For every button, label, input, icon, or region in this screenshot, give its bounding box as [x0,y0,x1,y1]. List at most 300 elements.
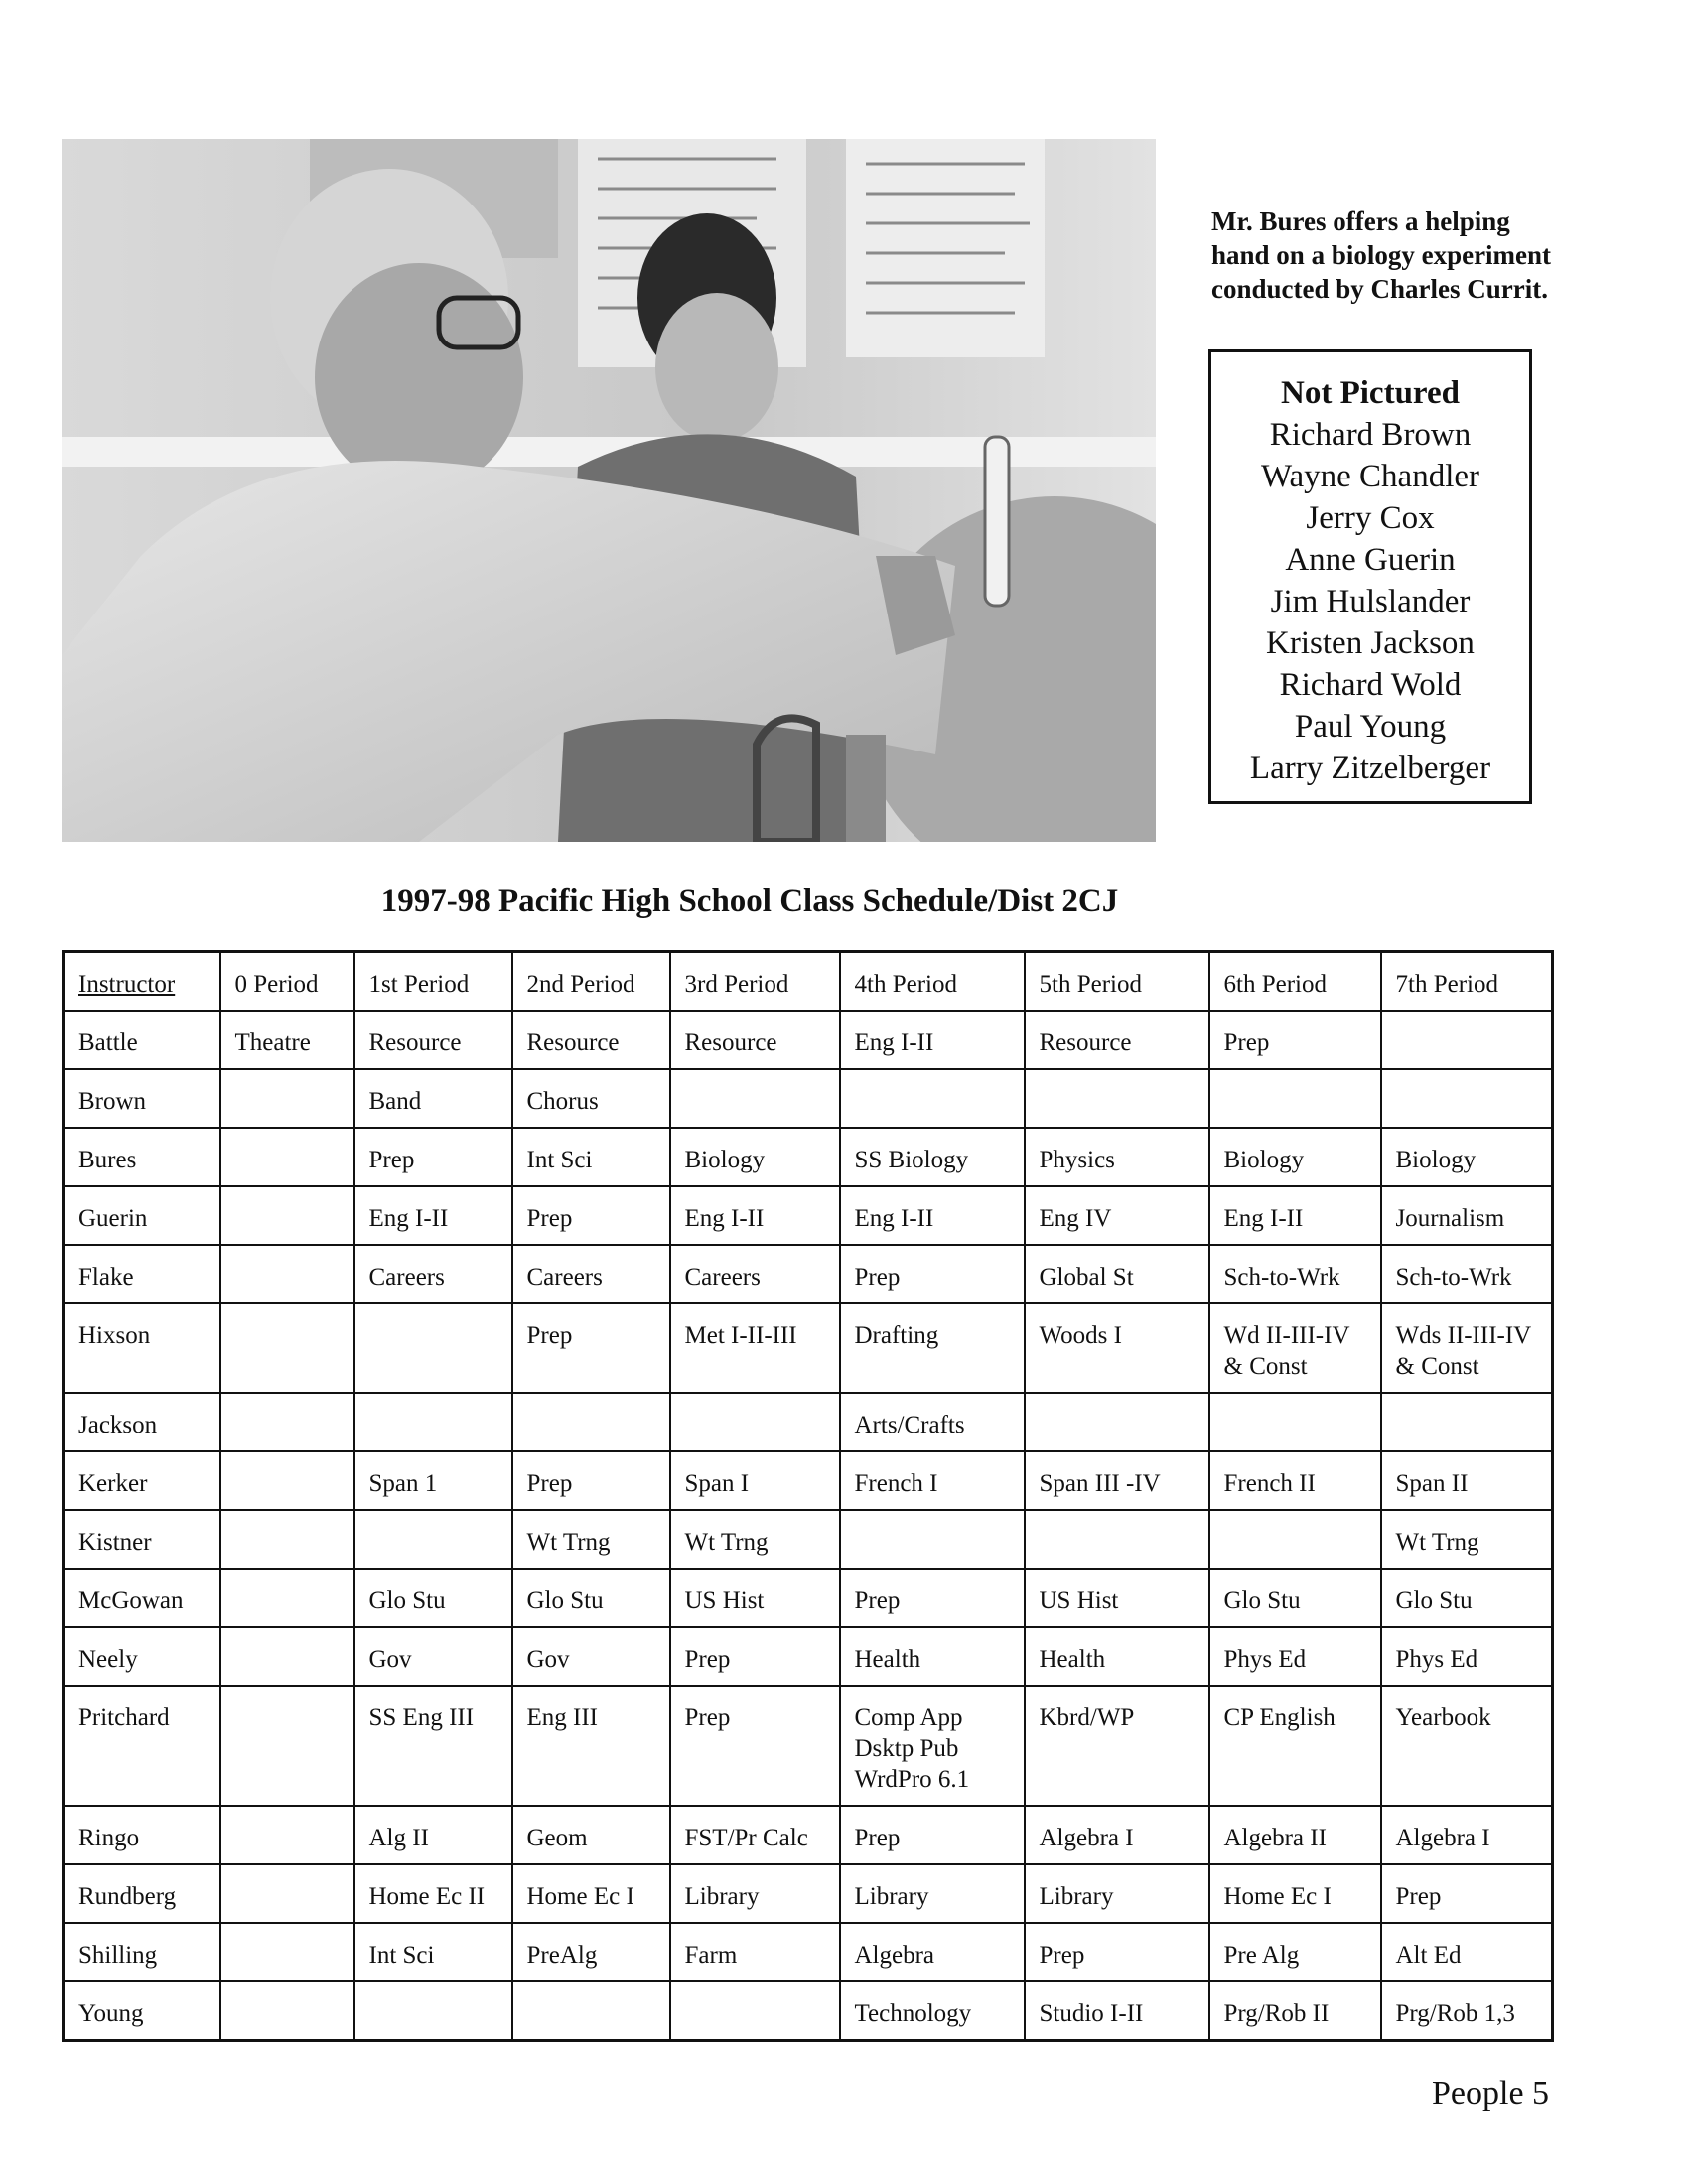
cell-text: Health [1039,1646,1106,1673]
not-pictured-name: Paul Young [1294,709,1447,745]
period-cell [840,1686,1025,1806]
cell-text: Library [684,1883,760,1910]
table-row [64,1806,1553,1864]
cell-text: Prep [526,1470,573,1497]
period-cell [670,1069,840,1128]
cell-text: Int Sci [526,1147,593,1173]
cell-text: Comp App [854,1705,963,1731]
column-header: Instructor [64,952,220,1012]
period-cell [1209,1011,1381,1069]
period-cell [670,1303,840,1393]
cell-text: Gov [526,1646,570,1673]
period-cell [1025,1393,1209,1451]
cell-text: Algebra II [1223,1825,1327,1851]
period-cell [1025,1128,1209,1186]
table-row [64,1510,1553,1569]
period-cell [220,1864,354,1923]
period-cell [1381,1451,1553,1510]
cell-text: Dsktp Pub [854,1735,959,1762]
page-number: People 5 [1432,2075,1550,2112]
period-cell [1025,1069,1209,1128]
cell-text: Resource [526,1029,620,1056]
period-cell [1209,1569,1381,1627]
not-pictured-name: Jim Hulslander [1270,584,1471,619]
cell-text: Prep [854,1264,901,1291]
not-pictured-name: Jerry Cox [1306,500,1435,536]
cell-text: Biology [1223,1147,1305,1173]
period-cell [1209,1303,1381,1393]
period-cell [1209,1245,1381,1303]
period-cell [1209,1393,1381,1451]
cell-text: Alg II [368,1825,429,1851]
period-cell [1381,1806,1553,1864]
cell-text: Brown [78,1088,147,1115]
period-cell [1209,1981,1381,2041]
cell-text: Alt Ed [1395,1942,1462,1969]
period-cell [220,1128,354,1186]
period-cell [220,1627,354,1686]
table-row [64,1393,1553,1451]
cell-text: Ringo [78,1825,140,1851]
cell-text: FST/Pr Calc [684,1825,808,1851]
cell-text: Prep [854,1587,901,1614]
cell-text: Prep [368,1147,415,1173]
period-cell [512,1686,670,1806]
period-cell [670,1806,840,1864]
column-header: 7th Period [1381,952,1553,1012]
period-cell [1209,1627,1381,1686]
table-row [64,1686,1553,1806]
period-cell [1381,1069,1553,1128]
cell-text: Eng IV [1039,1205,1112,1232]
cell-text: Prg/Rob II [1223,2000,1330,2027]
instructor-cell [64,1569,220,1627]
period-cell [512,1510,670,1569]
cell-text: Phys Ed [1223,1646,1307,1673]
cell-text: French II [1223,1470,1316,1497]
period-cell [1209,1864,1381,1923]
cell-text: Algebra [854,1942,935,1969]
not-pictured-name: Anne Guerin [1285,542,1456,578]
column-header: 1st Period [354,952,512,1012]
column-header: 6th Period [1209,952,1381,1012]
period-cell [1209,1686,1381,1806]
cell-text: Span I [684,1470,750,1497]
not-pictured-box [1208,349,1532,804]
cell-text: PreAlg [526,1942,598,1969]
cell-text: Young [78,2000,144,2027]
cell-text: Wd II-III-IV [1223,1322,1350,1349]
cell-text: Flake [78,1264,134,1291]
table-header-row [64,952,1553,1012]
cell-text: Eng I-II [684,1205,765,1232]
period-cell [220,1069,354,1128]
period-cell [840,1451,1025,1510]
cell-text: US Hist [684,1587,765,1614]
period-cell [1025,1569,1209,1627]
period-cell [670,1245,840,1303]
instructor-cell [64,1186,220,1245]
cell-text: Algebra I [1395,1825,1490,1851]
cell-text: Kbrd/WP [1039,1705,1135,1731]
cell-text: Shilling [78,1942,158,1969]
cell-text: Prep [1223,1029,1270,1056]
period-cell [840,1069,1025,1128]
period-cell [220,1686,354,1806]
cell-text: Global St [1039,1264,1134,1291]
cell-text: Prep [854,1825,901,1851]
cell-text: Jackson [78,1412,158,1438]
period-cell [220,1245,354,1303]
period-cell [840,1923,1025,1981]
cell-text: Prep [1039,1942,1085,1969]
period-cell [354,1245,512,1303]
period-cell [220,1393,354,1451]
cell-text: Sch-to-Wrk [1223,1264,1340,1291]
cell-text: SS Eng III [368,1705,475,1731]
period-cell [354,1686,512,1806]
period-cell [1381,1864,1553,1923]
instructor-cell [64,1864,220,1923]
table-row [64,1569,1553,1627]
period-cell [512,1451,670,1510]
cell-text: Kerker [78,1470,148,1497]
cell-text: Careers [368,1264,445,1291]
cell-text: US Hist [1039,1587,1119,1614]
instructor-cell [64,1128,220,1186]
period-cell [670,1627,840,1686]
cell-text: Careers [526,1264,603,1291]
cell-text: Home Ec I [1223,1883,1332,1910]
cell-text: Guerin [78,1205,148,1232]
cell-text: Biology [684,1147,766,1173]
not-pictured-name: Larry Zitzelberger [1249,751,1491,786]
table-row [64,1864,1553,1923]
cell-text: Geom [526,1825,588,1851]
cell-text: Kistner [78,1529,152,1556]
instructor-cell [64,1303,220,1393]
table-row [64,1069,1553,1128]
period-cell [840,1245,1025,1303]
period-cell [220,1186,354,1245]
photo-caption: Mr. Bures offers a helping hand on a biology experiment conducted by Charles Currit. [1211,206,1552,304]
period-cell [1025,1245,1209,1303]
period-cell [220,1303,354,1393]
table-row [64,1981,1553,2041]
period-cell [1381,1128,1553,1186]
not-pictured-name: Richard Brown [1269,417,1472,453]
period-cell [220,1510,354,1569]
cell-text: Resource [1039,1029,1132,1056]
period-cell [670,1011,840,1069]
period-cell [354,1806,512,1864]
cell-text: Eng I-II [1223,1205,1304,1232]
cell-text: Neely [78,1646,138,1673]
not-pictured-title: Not Pictured [1281,375,1460,411]
period-cell [354,1510,512,1569]
period-cell [220,1806,354,1864]
cell-text: Int Sci [368,1942,435,1969]
table-row [64,1011,1553,1069]
class-schedule-table [62,950,1554,2042]
cell-text: Algebra I [1039,1825,1134,1851]
cell-text: Rundberg [78,1883,177,1910]
cell-text: Glo Stu [526,1587,604,1614]
cell-text: Span III -IV [1039,1470,1161,1497]
cell-text: Prep [526,1322,573,1349]
cell-text: Arts/Crafts [854,1412,965,1438]
period-cell [1025,1864,1209,1923]
period-cell [512,1981,670,2041]
instructor-cell [64,1510,220,1569]
not-pictured-name: Richard Wold [1279,667,1462,703]
period-cell [1381,1393,1553,1451]
period-cell [354,1864,512,1923]
period-cell [512,1245,670,1303]
instructor-cell [64,1393,220,1451]
period-cell [1381,1303,1553,1393]
instructor-cell [64,1245,220,1303]
instructor-cell [64,1451,220,1510]
cell-text: Band [368,1088,422,1115]
period-cell [1209,1451,1381,1510]
period-cell [1209,1069,1381,1128]
photo-illustration [62,139,1156,842]
cell-text: Glo Stu [368,1587,446,1614]
period-cell [840,1186,1025,1245]
period-cell [1025,1510,1209,1569]
period-cell [670,1510,840,1569]
cell-text: Resource [684,1029,777,1056]
period-cell [1381,1981,1553,2041]
period-cell [1209,1510,1381,1569]
period-cell [670,1923,840,1981]
period-cell [220,1011,354,1069]
cell-text: Span 1 [368,1470,438,1497]
cell-text: Careers [684,1264,761,1291]
cell-text: Eng I-II [854,1205,934,1232]
cell-text: CP English [1223,1705,1336,1731]
table-row [64,1303,1553,1393]
period-cell [670,1451,840,1510]
period-cell [354,1303,512,1393]
period-cell [512,1627,670,1686]
instructor-cell [64,1011,220,1069]
period-cell [670,1393,840,1451]
table-row [64,1451,1553,1510]
schedule-body [64,1011,1553,2041]
period-cell [1025,1011,1209,1069]
period-cell [354,1011,512,1069]
cell-text: Home Ec II [368,1883,486,1910]
period-cell [670,1864,840,1923]
period-cell [512,1806,670,1864]
period-cell [220,1981,354,2041]
period-cell [670,1128,840,1186]
period-cell [840,1627,1025,1686]
period-cell [670,1686,840,1806]
cell-text: Prep [1395,1883,1442,1910]
cell-text: Wds II-III-IV [1395,1322,1532,1349]
period-cell [354,1981,512,2041]
period-cell [1209,1128,1381,1186]
period-cell [220,1569,354,1627]
cell-text: Library [854,1883,929,1910]
period-cell [1381,1245,1553,1303]
column-header: 0 Period [220,952,354,1012]
cell-text: Journalism [1395,1205,1505,1232]
period-cell [512,1923,670,1981]
cell-text: Prep [684,1705,731,1731]
period-cell [1025,1923,1209,1981]
cell-text: Farm [684,1942,738,1969]
instructor-cell [64,1806,220,1864]
cell-text: & Const [1223,1353,1308,1380]
cell-text: Prep [526,1205,573,1232]
cell-text: Sch-to-Wrk [1395,1264,1512,1291]
period-cell [220,1923,354,1981]
period-cell [1209,1806,1381,1864]
cell-text: & Const [1395,1353,1479,1380]
instructor-cell [64,1686,220,1806]
period-cell [840,1806,1025,1864]
cell-text: Yearbook [1395,1705,1491,1731]
period-cell [840,1303,1025,1393]
period-cell [1209,1186,1381,1245]
period-cell [1381,1923,1553,1981]
table-row [64,1128,1553,1186]
cell-text: Met I-II-III [684,1322,797,1349]
period-cell [1381,1186,1553,1245]
cell-text: Wt Trng [526,1529,611,1556]
cell-text: WrdPro 6.1 [854,1766,970,1793]
cell-text: Resource [368,1029,462,1056]
cell-text: Glo Stu [1395,1587,1473,1614]
period-cell [1025,1451,1209,1510]
cell-text: Bures [78,1147,137,1173]
period-cell [354,1569,512,1627]
period-cell [1025,1686,1209,1806]
period-cell [1381,1011,1553,1069]
table-row [64,1923,1553,1981]
instructor-cell [64,1981,220,2041]
period-cell [840,1128,1025,1186]
period-cell [1381,1569,1553,1627]
period-cell [512,1011,670,1069]
cell-text: Studio I-II [1039,2000,1144,2027]
table-row [64,1186,1553,1245]
cell-text: McGowan [78,1587,184,1614]
period-cell [354,1069,512,1128]
instructor-cell [64,1923,220,1981]
not-pictured-name: Wayne Chandler [1260,459,1479,494]
cell-text: Wt Trng [1395,1529,1479,1556]
cell-text: Technology [854,2000,972,2027]
cell-text: Biology [1395,1147,1477,1173]
cell-text: Library [1039,1883,1114,1910]
cell-text: Battle [78,1029,138,1056]
period-cell [670,1186,840,1245]
period-cell [512,1186,670,1245]
period-cell [512,1569,670,1627]
period-cell [354,1186,512,1245]
period-cell [512,1393,670,1451]
cell-text: Prep [684,1646,731,1673]
period-cell [840,1864,1025,1923]
period-cell [1025,1627,1209,1686]
cell-text: Eng III [526,1705,598,1731]
period-cell [840,1981,1025,2041]
table-row [64,1245,1553,1303]
period-cell [220,1451,354,1510]
cell-text: Drafting [854,1322,939,1349]
period-cell [512,1069,670,1128]
cell-text: Eng I-II [368,1205,449,1232]
period-cell [354,1451,512,1510]
period-cell [840,1393,1025,1451]
cell-text: Phys Ed [1395,1646,1478,1673]
instructor-cell [64,1069,220,1128]
cell-text: Pritchard [78,1705,170,1731]
cell-text: Eng I-II [854,1029,934,1056]
cell-text: Health [854,1646,921,1673]
column-header: 2nd Period [512,952,670,1012]
cell-text: Span II [1395,1470,1469,1497]
period-cell [354,1627,512,1686]
schedule-title: 1997-98 Pacific High School Class Schedule/Dist 2CJ [380,884,1119,919]
column-header: 4th Period [840,952,1025,1012]
period-cell [1025,1303,1209,1393]
instructor-cell [64,1627,220,1686]
period-cell [840,1510,1025,1569]
period-cell [670,1569,840,1627]
period-cell [512,1864,670,1923]
period-cell [1025,1981,1209,2041]
cell-text: Home Ec I [526,1883,634,1910]
period-cell [1209,1923,1381,1981]
cell-text: Hixson [78,1322,151,1349]
cell-text: Prg/Rob 1,3 [1395,2000,1515,2027]
cell-text: Glo Stu [1223,1587,1301,1614]
cell-text: Physics [1039,1147,1115,1173]
period-cell [1025,1186,1209,1245]
period-cell [670,1981,840,2041]
not-pictured-list [1211,414,1529,789]
period-cell [1381,1510,1553,1569]
period-cell [1381,1686,1553,1806]
period-cell [840,1569,1025,1627]
table-row [64,1627,1553,1686]
cell-text: Gov [368,1646,412,1673]
period-cell [354,1393,512,1451]
period-cell [1381,1627,1553,1686]
cell-text: French I [854,1470,938,1497]
period-cell [354,1923,512,1981]
period-cell [1025,1806,1209,1864]
period-cell [354,1128,512,1186]
cell-text: Theatre [234,1029,311,1056]
column-header: 3rd Period [670,952,840,1012]
column-header: 5th Period [1025,952,1209,1012]
cell-text: Pre Alg [1223,1942,1300,1969]
not-pictured-name: Kristen Jackson [1266,625,1475,661]
photo-biology-experiment [62,139,1156,842]
cell-text: Woods I [1039,1322,1122,1349]
cell-text: Chorus [526,1088,599,1115]
cell-text: Wt Trng [684,1529,769,1556]
period-cell [840,1011,1025,1069]
cell-text: SS Biology [854,1147,969,1173]
